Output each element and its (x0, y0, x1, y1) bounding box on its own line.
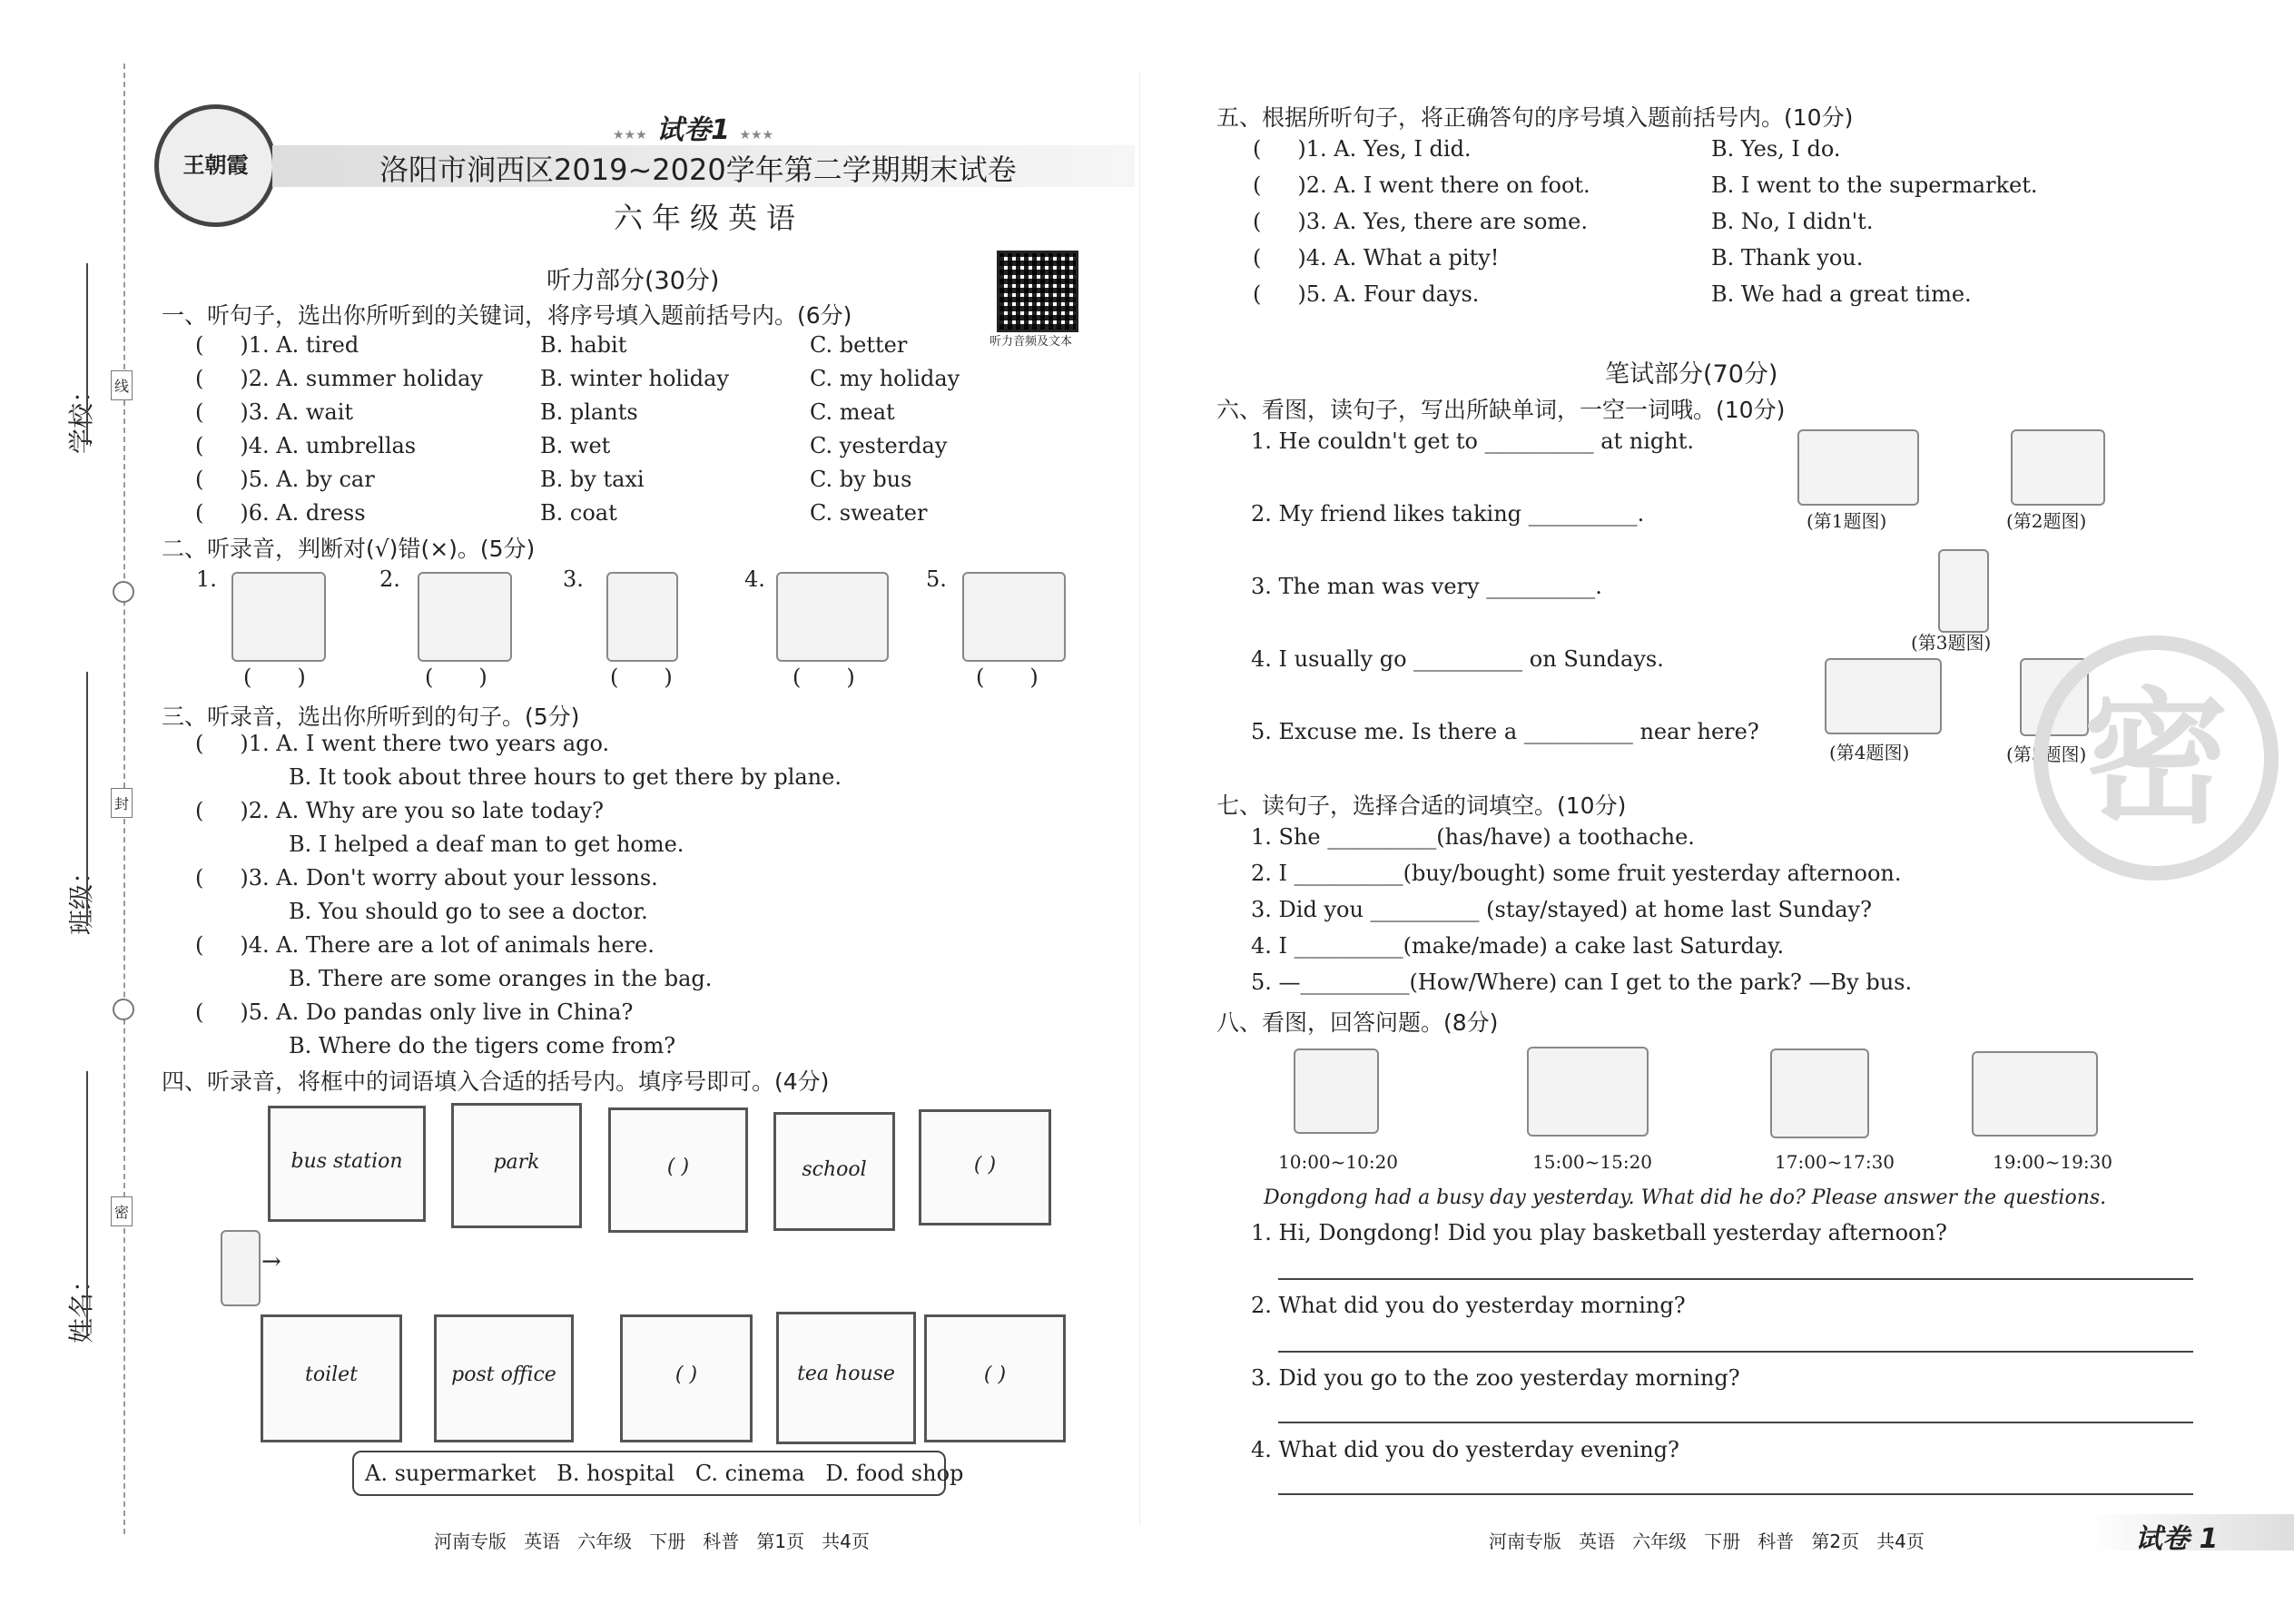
pic-num: 2. (379, 566, 400, 592)
qr-code (997, 251, 1078, 332)
option-b: B. Thank you. (1711, 245, 1864, 271)
list-item: 3. Did you __________ (stay/stayed) at home last Sunday? (1251, 897, 1872, 922)
caption: (第5题图) (2006, 743, 2087, 765)
list-item: ( )1. A. Yes, I did. (1253, 136, 1472, 162)
footer-right: 河南专版 英语 六年级 下册 科普 第2页 共4页 (1489, 1530, 1925, 1552)
part4-title: 四、听录音，将框中的词语填入合适的括号内。填序号即可。(4分) (162, 1068, 830, 1095)
binding-circle-2 (113, 999, 134, 1020)
option-c: C. better (810, 332, 908, 358)
footer-badge (2088, 1514, 2294, 1555)
picture-q4-boat (1825, 658, 1942, 734)
option-b: B. coat (540, 500, 617, 526)
list-item: ( )4. A. What a pity! (1253, 245, 1500, 271)
pic-num: 5. (926, 566, 947, 592)
class-underline (86, 672, 88, 926)
option-b: B. I helped a deaf man to get home. (289, 832, 684, 857)
list-item: ( )4. A. There are a lot of animals here. (195, 932, 655, 958)
option-b: B. There are some oranges in the bag. (289, 966, 713, 991)
picture-boy-at-desk (418, 572, 512, 662)
list-item: 5. —__________(How/Where) can I get to the park? —By bus. (1251, 969, 1913, 995)
picture-boy-tv (1972, 1051, 2098, 1137)
logo (154, 104, 277, 227)
building-toilet: toilet (261, 1314, 402, 1442)
list-item: ( )1. A. tired (195, 332, 359, 358)
answer-bracket: ( ) (610, 664, 673, 690)
logo-text: 王朝霞 (182, 153, 249, 178)
list-item: ( )5. A. Do pandas only live in China? (195, 999, 634, 1025)
list-item: ( )3. A. wait (195, 399, 354, 425)
building-school: school (773, 1112, 895, 1231)
option-b: B. It took about three hours to get there by plane. (289, 764, 842, 790)
option-b: B. No, I didn't. (1711, 209, 1874, 234)
listening-heading: 听力部分(30分) (546, 267, 720, 295)
list-item: ( )3. A. Don't worry about your lessons. (195, 865, 658, 891)
list-item: 2. I __________(buy/bought) some fruit yesterday afternoon. (1251, 861, 1902, 886)
time-label: 15:00~15:20 (1532, 1151, 1653, 1173)
page-divider (1139, 73, 1140, 1525)
picture-watching-tv (776, 572, 889, 662)
class-label: 班级： (66, 858, 96, 935)
time-label: 17:00~17:30 (1775, 1151, 1895, 1173)
option-b: B. Yes, I do. (1711, 136, 1841, 162)
building-blank-4: ( ) (924, 1314, 1066, 1442)
building-tea-house: tea house (776, 1312, 916, 1444)
option-b: B. You should go to see a doctor. (289, 899, 648, 924)
badge-text: 试卷 1 (2135, 1523, 2219, 1555)
picture-q2-photos (2011, 429, 2105, 506)
exam-num: 1 (711, 114, 730, 146)
list-item: 4. I __________(make/made) a cake last Saturday. (1251, 933, 1785, 959)
question: 4. What did you do yesterday evening? (1251, 1437, 1679, 1462)
list-item: ( )2. A. I went there on foot. (1253, 172, 1590, 198)
footer-left: 河南专版 英语 六年级 下册 科普 第1页 共4页 (434, 1530, 870, 1552)
list-item: ( )1. A. I went there two years ago. (195, 731, 610, 756)
exam-label: 试卷 (656, 114, 712, 146)
building-blank-3: ( ) (620, 1314, 753, 1442)
part1-title: 一、听句子，选出你所听到的关键词，将序号填入题前括号内。(6分) (162, 302, 852, 329)
building-blank-2: ( ) (919, 1109, 1051, 1225)
answer-bracket: ( ) (425, 664, 487, 690)
building-blank-1: ( ) (608, 1107, 748, 1233)
arrow-icon: → (261, 1248, 281, 1275)
school-label: 学校： (66, 377, 96, 454)
list-item: ( )6. A. dress (195, 500, 366, 526)
binding-circle-1 (113, 581, 134, 603)
list-item: ( )3. A. Yes, there are some. (1253, 209, 1588, 234)
word-options-box (352, 1451, 964, 1496)
option-c: C. meat (810, 399, 895, 425)
answer-line[interactable] (1278, 1351, 2193, 1353)
building-bus-station: bus station (268, 1106, 426, 1222)
stars-right-icon: ★★★ (739, 128, 774, 143)
answer-line[interactable] (1278, 1278, 2193, 1280)
exam-title: 洛阳市涧西区2019~2020学年第二学期期末试卷 (379, 153, 1017, 187)
part6-title: 六、看图，读句子，写出所缺单词，一空一词哦。(10分) (1216, 397, 1786, 423)
stars-left-icon: ★★★ (613, 128, 647, 143)
list-item: 3. The man was very __________. (1251, 574, 1602, 599)
written-heading: 笔试部分(70分) (1605, 360, 1778, 389)
time-label: 10:00~10:20 (1278, 1151, 1399, 1173)
watermark-text: 密 (2082, 674, 2229, 843)
option-c: C. yesterday (810, 433, 948, 458)
qr-caption: 听力音频及文本 (989, 335, 1073, 349)
list-item: 5. Excuse me. Is there a __________ near here? (1251, 719, 1759, 744)
answer-bracket: ( ) (793, 664, 855, 690)
question: 1. Hi, Dongdong! Did you play basketball yesterday afternoon? (1251, 1220, 1947, 1245)
list-item: ( )2. A. summer holiday (195, 366, 483, 391)
caption: (第3题图) (1911, 632, 1992, 654)
option-b: B. wet (540, 433, 611, 458)
question: 3. Did you go to the zoo yesterday morning? (1251, 1365, 1740, 1391)
option-b: B. habit (540, 332, 627, 358)
caption: (第1题图) (1807, 510, 1887, 532)
picture-q3-man (1938, 549, 1989, 633)
picture-boy-basketball (1770, 1048, 1869, 1138)
answer-bracket: ( ) (976, 664, 1039, 690)
part5-title: 五、根据所听句子，将正确答句的序号填入题前括号内。(10分) (1216, 104, 1854, 131)
list-item: ( )2. A. Why are you so late today? (195, 798, 604, 823)
watermark-seal (2033, 635, 2279, 881)
picture-boy-writing (231, 572, 326, 662)
answer-bracket: ( ) (243, 664, 306, 690)
name-underline (86, 1071, 88, 1334)
building-park: park (451, 1103, 582, 1228)
binding-margin (0, 0, 136, 1624)
part3-title: 三、听录音，选出你所听到的句子。(5分) (162, 704, 580, 730)
option-b: B. I went to the supermarket. (1711, 172, 2038, 198)
picture-girl-eating (606, 572, 678, 662)
answer-line[interactable] (1278, 1493, 2193, 1495)
caption: (第4题图) (1829, 742, 1910, 763)
name-label: 姓名： (66, 1266, 96, 1343)
list-item: 2. My friend likes taking __________. (1251, 501, 1645, 527)
picture-boy-shopping (1527, 1047, 1649, 1137)
picture-q1-sleeping (1797, 429, 1919, 506)
picture-boy-walking (221, 1230, 261, 1306)
part2-title: 二、听录音，判断对(√)错(×)。(5分) (162, 536, 536, 562)
list-item: 4. I usually go __________ on Sundays. (1251, 646, 1664, 672)
option-c: C. by bus (810, 467, 912, 492)
caption: (第2题图) (2006, 510, 2087, 532)
option-b: B. by taxi (540, 467, 645, 492)
building-post-office: post office (434, 1314, 574, 1442)
option-b: B. winter holiday (540, 366, 730, 391)
option-b: B. plants (540, 399, 638, 425)
part7-title: 七、读句子，选择合适的词填空。(10分) (1216, 792, 1627, 819)
list-item: 1. He couldn't get to __________ at night. (1251, 428, 1695, 454)
pic-num: 4. (744, 566, 765, 592)
option-c: C. my holiday (810, 366, 960, 391)
part8-intro: Dongdong had a busy day yesterday. What did he do? Please answer the questions. (1264, 1186, 2107, 1209)
picture-boy-homework (1294, 1048, 1379, 1134)
binding-mark-seal: 封 (111, 788, 133, 818)
time-label: 19:00~19:30 (1993, 1151, 2113, 1173)
binding-mark-line: 线 (111, 370, 133, 400)
picture-kids-computer (962, 572, 1066, 662)
binding-mark-secret: 密 (111, 1196, 133, 1226)
word-options: A. supermarket B. hospital C. cinema D. food shop (365, 1461, 964, 1486)
list-item: 1. She __________(has/have) a toothache. (1251, 824, 1695, 850)
question: 2. What did you do yesterday morning? (1251, 1293, 1686, 1318)
school-underline (86, 263, 88, 445)
answer-line[interactable] (1278, 1422, 2193, 1423)
option-b: B. Where do the tigers come from? (289, 1033, 676, 1058)
exam-number (613, 107, 773, 147)
list-item: ( )5. A. by car (195, 467, 375, 492)
part8-title: 八、看图，回答问题。(8分) (1216, 1009, 1499, 1036)
list-item: ( )4. A. umbrellas (195, 433, 417, 458)
option-b: B. We had a great time. (1711, 281, 1972, 307)
option-c: C. sweater (810, 500, 928, 526)
pic-num: 1. (196, 566, 217, 592)
pic-num: 3. (563, 566, 584, 592)
list-item: ( )5. A. Four days. (1253, 281, 1480, 307)
exam-subtitle: 六年级英语 (614, 201, 805, 235)
